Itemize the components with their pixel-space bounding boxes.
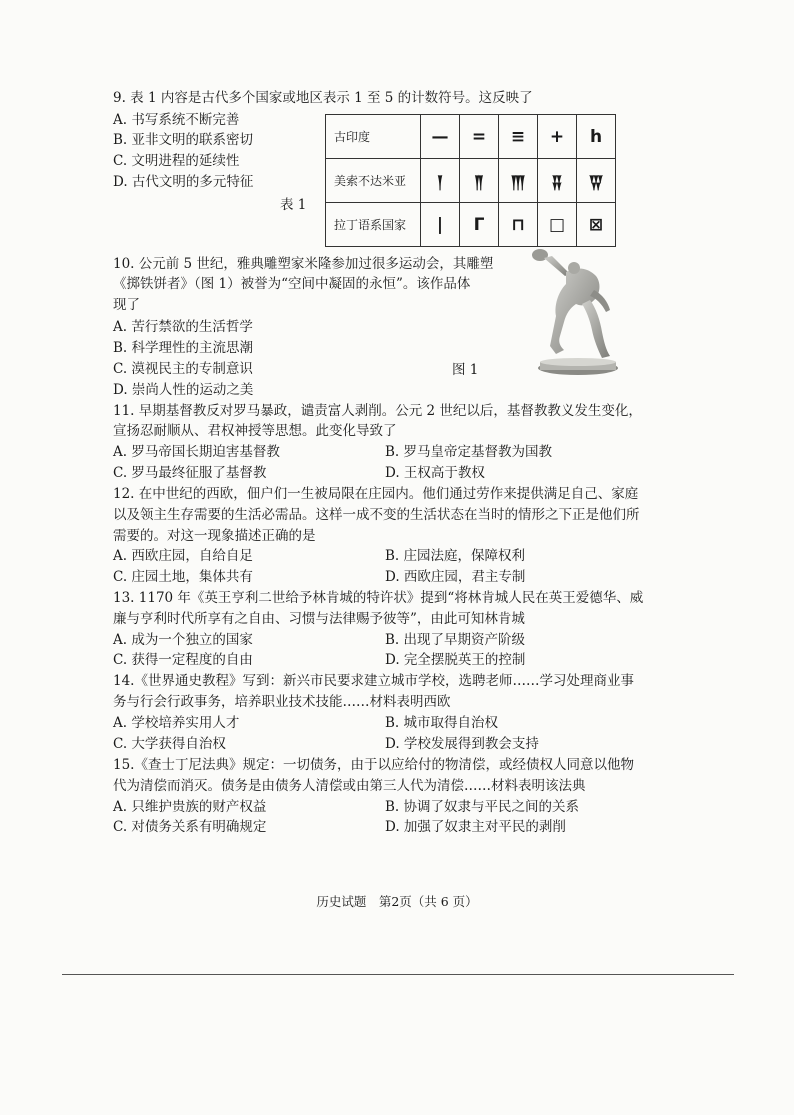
q10-option-b: B. 科学理性的主流思潮 [113, 340, 254, 356]
q10-stem-line: 《掷铁饼者》（图 1）被誉为“空间中凝固的永恒”。该作品体 [113, 276, 471, 292]
q11-option-c: C. 罗马最终征服了基督教 [113, 465, 267, 481]
symbol-cell: h [577, 115, 616, 159]
counting-symbols-table [325, 114, 616, 247]
symbol-cell: Γ [460, 203, 499, 247]
table-caption: 表 1 [280, 197, 307, 213]
q15-option-b: B. 协调了奴隶与平民之间的关系 [385, 799, 580, 815]
q13-option-b: B. 出现了早期资产阶级 [385, 632, 526, 648]
q14-option-b: B. 城市取得自治权 [385, 715, 499, 731]
symbol-cell: 𒈫 [460, 159, 499, 203]
row-label: 拉丁语系国家 [326, 203, 421, 247]
q9-stem: 9. 表 1 内容是古代多个国家或地区表示 1 至 5 的计数符号。这反映了 [113, 90, 533, 106]
q10-option-d: D. 崇尚人性的运动之美 [113, 382, 254, 398]
q13-option-a: A. 成为一个独立的国家 [113, 632, 253, 648]
q11-option-a: A. 罗马帝国长期迫害基督教 [113, 444, 280, 460]
q13-option-d: D. 完全摆脱英王的控制 [385, 652, 526, 668]
q11-option-d: D. 王权高于教权 [385, 465, 485, 481]
q11-option-b: B. 罗马皇帝定基督教为国教 [385, 444, 553, 460]
q14-stem-line: 14.《世界通史教程》写到：新兴市民要求建立城市学校，选聘老师……学习处理商业事 [113, 673, 634, 689]
symbol-cell: □ [538, 203, 577, 247]
table-row [326, 159, 616, 203]
q9-option-c: C. 文明进程的延续性 [113, 153, 240, 169]
q9-option-d: D. 古代文明的多元特征 [113, 174, 254, 190]
row-label: 美索不达米亚 [326, 159, 421, 203]
q11-stem-line: 11. 早期基督教反对罗马暴政，谴责富人剥削。公元 2 世纪以后，基督教教义发生变化， [113, 403, 642, 419]
page-footer: 历史试题 第2页（共 6 页） [316, 894, 478, 909]
q13-stem-line: 廉与亨利时代所享有之自由、习惯与法律赐予彼等”，由此可知林肯城 [113, 611, 525, 627]
table-row [326, 203, 616, 247]
q15-option-c: C. 对债务关系有明确规定 [113, 819, 267, 835]
q15-option-d: D. 加强了奴隶主对平民的剥削 [385, 819, 566, 835]
q12-option-c: C. 庄园土地，集体共有 [113, 569, 253, 585]
q12-option-d: D. 西欧庄园，君主专制 [385, 569, 526, 585]
symbol-cell: — [421, 115, 460, 159]
q13-stem-line: 13. 1170 年《英王亨利二世给予林肯城的特许状》提到“将林肯城人民在英王爱德华、威 [113, 590, 644, 606]
row-label: 古印度 [326, 115, 421, 159]
q12-stem-line: 需要的。对这一现象描述正确的是 [113, 528, 316, 544]
q10-option-a: A. 苦行禁欲的生活哲学 [113, 319, 253, 335]
symbol-cell: 𒐉 [538, 159, 577, 203]
symbol-cell: 𒐈 [499, 159, 538, 203]
symbol-cell: ⊓ [499, 203, 538, 247]
table-row [326, 115, 616, 159]
q11-stem-line: 宣扬忍耐顺从、君权神授等思想。此变化导致了 [113, 423, 397, 439]
q14-option-a: A. 学校培养实用人才 [113, 715, 240, 731]
discobolus-statue-image [530, 246, 620, 384]
symbol-cell: 𒁹 [421, 159, 460, 203]
q14-stem-line: 务与行会行政事务，培养职业技术技能……材料表明西欧 [113, 694, 451, 710]
q14-option-d: D. 学校发展得到教会支持 [385, 736, 539, 752]
q15-stem-line: 15.《查士丁尼法典》规定：一切债务，由于以应给付的物清偿，或经债权人同意以他物 [113, 757, 634, 773]
q14-option-c: C. 大学获得自治权 [113, 736, 226, 752]
symbol-cell: 𒐊 [577, 159, 616, 203]
symbol-cell: | [421, 203, 460, 247]
q12-option-a: A. 西欧庄园，自给自足 [113, 548, 253, 564]
q12-stem-line: 以及领主生存需要的生活必需品。这样一成不变的生活状态在当时的情形之下正是他们所 [113, 507, 640, 523]
q12-option-b: B. 庄园法庭，保障权利 [385, 548, 526, 564]
q13-option-c: C. 获得一定程度的自由 [113, 652, 253, 668]
q12-stem-line: 12. 在中世纪的西欧，佃户们一生被局限在庄园内。他们通过劳作来提供满足自己、家庭 [113, 486, 639, 502]
q9-option-a: A. 书写系统不断完善 [113, 112, 240, 128]
q10-stem-line: 现了 [113, 297, 140, 313]
q15-stem-line: 代为清偿而消灭。债务是由债务人清偿或由第三人代为清偿……材料表明该法典 [113, 778, 586, 794]
q10-stem-line: 10. 公元前 5 世纪，雅典雕塑家米隆参加过很多运动会，其雕塑 [113, 256, 494, 272]
figure-caption: 图 1 [452, 362, 479, 378]
symbol-cell: ⊠ [577, 203, 616, 247]
q9-option-b: B. 亚非文明的联系密切 [113, 132, 254, 148]
symbol-cell: + [538, 115, 577, 159]
symbol-cell: = [460, 115, 499, 159]
symbol-cell: ≡ [499, 115, 538, 159]
q15-option-a: A. 只维护贵族的财产权益 [113, 799, 267, 815]
q10-option-c: C. 漠视民主的专制意识 [113, 361, 253, 377]
bottom-divider [62, 974, 734, 975]
